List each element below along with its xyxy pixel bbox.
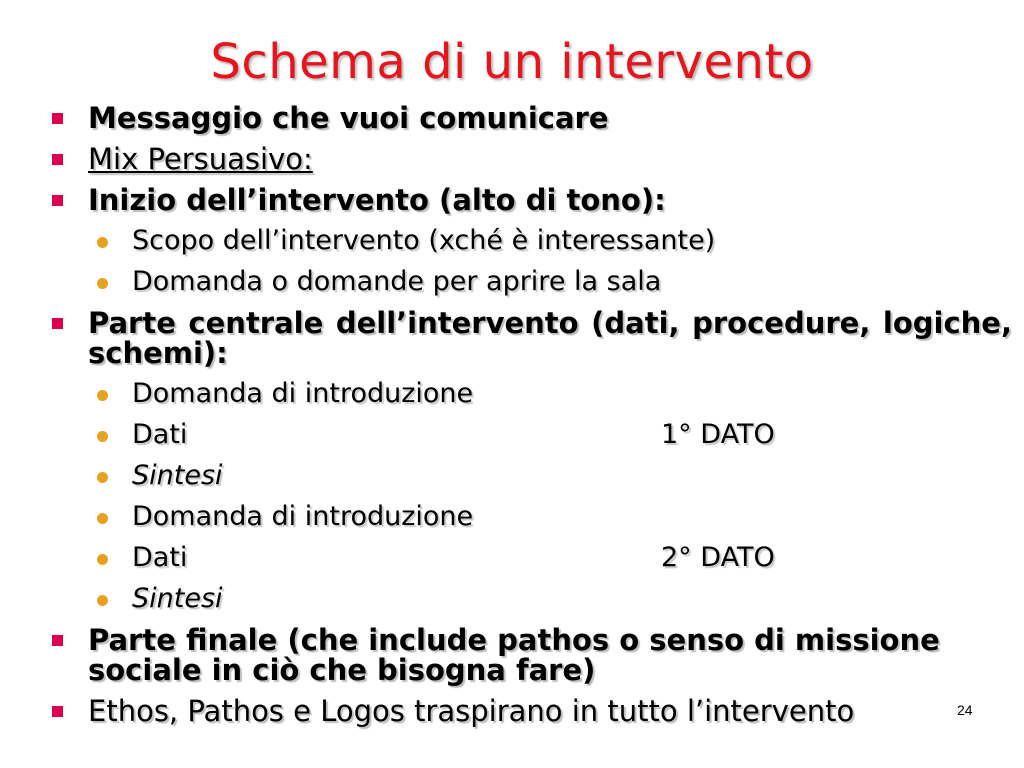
bullet-text: Parte centrale dell’intervento (dati, procedure, logiche, schemi):: [88, 306, 1012, 370]
square-bullet-icon: [52, 195, 63, 206]
sub-bullet-dati-1: [52, 420, 1012, 450]
bullet-item-inizio: [52, 185, 1012, 215]
square-bullet-icon: [52, 706, 63, 717]
sub-bullet-text: Domanda o domande per aprire la sala: [132, 266, 662, 297]
slide-title: Schema di un intervento: [210, 34, 814, 90]
square-bullet-icon: [52, 635, 63, 646]
dot-bullet-icon: [97, 390, 108, 401]
bullet-item-parte-finale: [52, 625, 1012, 685]
sub-bullet-text: Domanda di introduzione: [132, 378, 474, 409]
sub-bullet-text: Domanda di introduzione: [132, 501, 474, 532]
dot-bullet-icon: [97, 237, 108, 248]
bullet-item-message: [52, 103, 1012, 133]
bullet-text: Parte finale (che include pathos o senso di missione sociale in ciò che bisogna fare): [88, 623, 940, 687]
sub-bullet-text: Dati: [132, 542, 188, 573]
bullet-text: Ethos, Pathos e Logos traspirano in tutto l’intervento: [88, 694, 855, 728]
sub-bullet-domanda-intro-1: [52, 379, 1012, 409]
dot-bullet-icon: [97, 554, 108, 565]
dot-bullet-icon: [97, 513, 108, 524]
dot-bullet-icon: [97, 431, 108, 442]
bullet-text: Inizio dell’intervento (alto di tono):: [88, 183, 666, 217]
dato-label: 1° DATO: [661, 419, 775, 450]
sub-bullet-domanda-sala: [52, 267, 1012, 297]
sub-bullet-text: Scopo dell’intervento (xché è interessante): [132, 225, 716, 256]
bullet-item-ethos: [52, 696, 1012, 726]
bullet-item-mix-persuasivo: [52, 144, 1012, 174]
sub-bullet-domanda-intro-2: [52, 502, 1012, 532]
sub-bullet-sintesi-1: [52, 461, 1012, 491]
sub-bullet-text: Dati: [132, 419, 188, 450]
sub-bullet-sintesi-2: [52, 584, 1012, 614]
bullet-list: [52, 103, 1012, 726]
bullet-text: Mix Persuasivo:: [88, 142, 313, 176]
sub-bullet-text: Sintesi: [132, 583, 223, 614]
sub-bullet-scopo: [52, 226, 1012, 256]
sub-bullet-text: Sintesi: [132, 460, 223, 491]
sub-bullet-dati-2: [52, 543, 1012, 573]
square-bullet-icon: [52, 318, 63, 329]
dot-bullet-icon: [97, 278, 108, 289]
dot-bullet-icon: [97, 595, 108, 606]
dot-bullet-icon: [97, 472, 108, 483]
bullet-item-parte-centrale: [52, 308, 1012, 368]
dato-label: 2° DATO: [661, 542, 775, 573]
page-number: 24: [957, 702, 973, 718]
bullet-text: Messaggio che vuoi comunicare: [88, 101, 609, 135]
square-bullet-icon: [52, 154, 63, 165]
square-bullet-icon: [52, 113, 63, 124]
